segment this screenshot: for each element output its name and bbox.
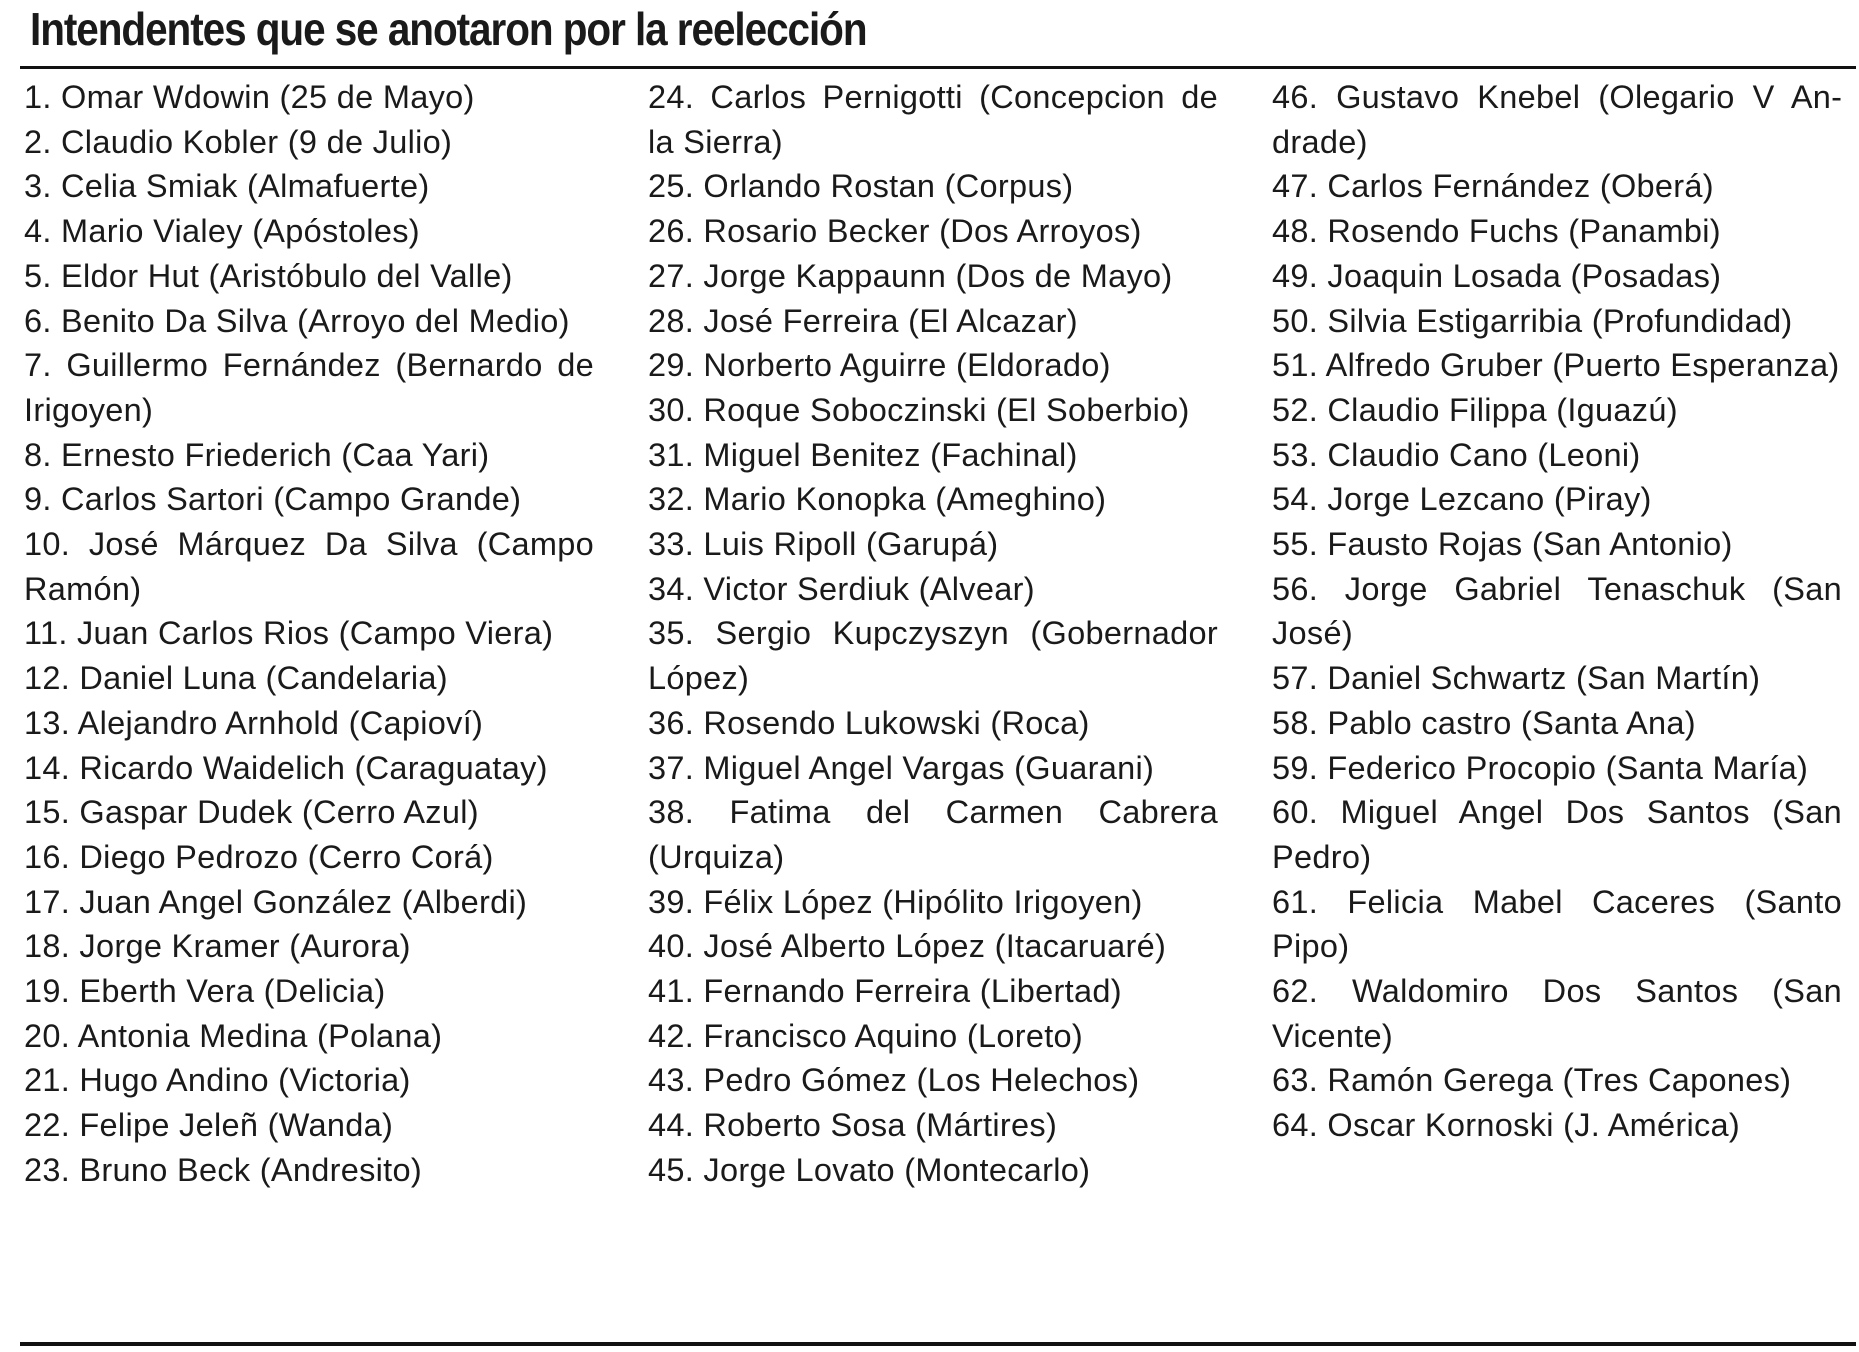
list-item: 47. Carlos Fernández (Oberá) (1272, 168, 1714, 205)
list-item: 40. José Alberto López (Itacaruaré) (648, 928, 1167, 965)
list-item: 31. Miguel Benitez (Fachinal) (648, 436, 1078, 473)
bottom-rule (20, 1342, 1856, 1346)
list-item: 4. Mario Vialey (Apóstoles) (24, 213, 420, 250)
list-item: 18. Jorge Kramer (Aurora) (24, 928, 411, 965)
list-item: 25. Orlando Rostan (Corpus) (648, 168, 1074, 205)
list-item: 1. Omar Wdowin (25 de Mayo) (24, 79, 475, 115)
list-item: 30. Roque Soboczinski (El Soberbio) (648, 391, 1190, 428)
list-item: 46. Gustavo Knebel (Olegario V Andrade) (1272, 79, 1842, 160)
list-item: 53. Claudio Cano (Leoni) (1272, 436, 1641, 473)
list-item: 21. Hugo Andino (Victoria) (24, 1062, 411, 1099)
list-item: 33. Luis Ripoll (Garupá) (648, 526, 999, 563)
list-item: 45. Jorge Lovato (Montecarlo) (648, 1151, 1091, 1188)
list-item: 29. Norberto Aguirre (Eldorado) (648, 347, 1111, 384)
list-item: 63. Ramón Gerega (Tres Capones) (1272, 1062, 1792, 1099)
list-item: 10. José Márquez Da Silva (Campo Ramón) (24, 526, 594, 607)
list-item: 20. Antonia Medina (Polana) (24, 1017, 443, 1054)
list-item: 61. Felicia Mabel Caceres (Santo Pipo) (1272, 883, 1842, 965)
list-item: 23. Bruno Beck (Andresito) (24, 1151, 422, 1188)
list-item: 14. Ricardo Waidelich (Caraguatay) (24, 749, 548, 786)
list-item: 60. Miguel Angel Dos Santos (San Pedro) (1272, 794, 1842, 875)
list-item: 58. Pablo castro (Santa Ana) (1272, 704, 1696, 741)
list-item: 34. Victor Serdiuk (Alvear) (648, 570, 1035, 607)
list-item: 26. Rosario Becker (Dos Arroyos) (648, 213, 1142, 250)
list-item: 9. Carlos Sartori (Campo Grande) (24, 481, 522, 518)
title-rule (20, 66, 1856, 69)
list-item: 56. Jorge Gabriel Tenaschuk (San José) (1272, 570, 1842, 652)
list-item: 15. Gaspar Dudek (Cerro Azul) (24, 794, 479, 831)
list-item: 41. Fernando Ferreira (Libertad) (648, 973, 1122, 1010)
list-item: 42. Francisco Aquino (Loreto) (648, 1017, 1084, 1054)
list-item: 48. Rosendo Fuchs (Panambi) (1272, 213, 1721, 250)
list-item: 54. Jorge Lezcano (Piray) (1272, 481, 1652, 518)
list-item: 57. Daniel Schwartz (San Martín) (1272, 660, 1761, 697)
list-item: 11. Juan Carlos Rios (Campo Viera) (24, 615, 554, 652)
list-item: 6. Benito Da Silva (Arroyo del Medio) (24, 302, 570, 339)
list-item: 51. Alfredo Gruber (Puerto Esperanza) (1272, 347, 1840, 384)
list-item: 35. Sergio Kupczyszyn (Gobernador López) (648, 615, 1218, 697)
list-column-2 (648, 75, 1218, 1193)
list-item: 7. Guillermo Fernández (Bernardo de Irigoyen) (24, 347, 594, 428)
list-item: 8. Ernesto Friederich (Caa Yari) (24, 436, 490, 473)
list-item: 32. Mario Konopka (Ameghino) (648, 481, 1107, 518)
list-item: 24. Carlos Pernigotti (Concepcion de la Sierra) (648, 79, 1218, 160)
list-item: 38. Fatima del Carmen Cabrera (Urquiza) (648, 794, 1218, 875)
list-item: 36. Rosendo Lukowski (Roca) (648, 704, 1090, 741)
list-item: 39. Félix López (Hipólito Irigoyen) (648, 883, 1143, 920)
list-item: 12. Daniel Luna (Candelaria) (24, 660, 448, 697)
list-item: 43. Pedro Gómez (Los Helechos) (648, 1062, 1140, 1099)
page-title: Intendentes que se anotaron por la reelección (30, 3, 867, 55)
list-item: 64. Oscar Kornoski (J. América) (1272, 1107, 1741, 1144)
list-item: 2. Claudio Kobler (9 de Julio) (24, 123, 453, 160)
list-item: 37. Miguel Angel Vargas (Guarani) (648, 749, 1155, 786)
list-item: 22. Felipe Jeleñ (Wanda) (24, 1107, 394, 1144)
list-item: 28. José Ferreira (El Alcazar) (648, 302, 1078, 339)
list-item: 50. Silvia Estigarribia (Profundidad) (1272, 302, 1793, 339)
list-item: 5. Eldor Hut (Aristóbulo del Valle) (24, 257, 513, 294)
list-item: 16. Diego Pedrozo (Cerro Corá) (24, 838, 494, 875)
list-item: 3. Celia Smiak (Almafuerte) (24, 168, 430, 205)
list-item: 55. Fausto Rojas (San Antonio) (1272, 526, 1733, 563)
list-item: 19. Eberth Vera (Delicia) (24, 973, 386, 1010)
list-item: 44. Roberto Sosa (Mártires) (648, 1107, 1058, 1144)
list-item: 62. Waldomiro Dos Santos (San Vicente) (1272, 973, 1842, 1054)
list-item: 49. Joaquin Losada (Posadas) (1272, 257, 1722, 294)
list-item: 59. Federico Procopio (Santa María) (1272, 749, 1809, 786)
list-item: 52. Claudio Filippa (Iguazú) (1272, 391, 1678, 428)
list-column-3 (1272, 75, 1842, 1148)
list-item: 17. Juan Angel González (Alberdi) (24, 883, 528, 920)
list-item: 27. Jorge Kappaunn (Dos de Mayo) (648, 257, 1173, 294)
list-column-1 (24, 75, 594, 1193)
list-item: 13. Alejandro Arnhold (Capioví) (24, 704, 484, 741)
